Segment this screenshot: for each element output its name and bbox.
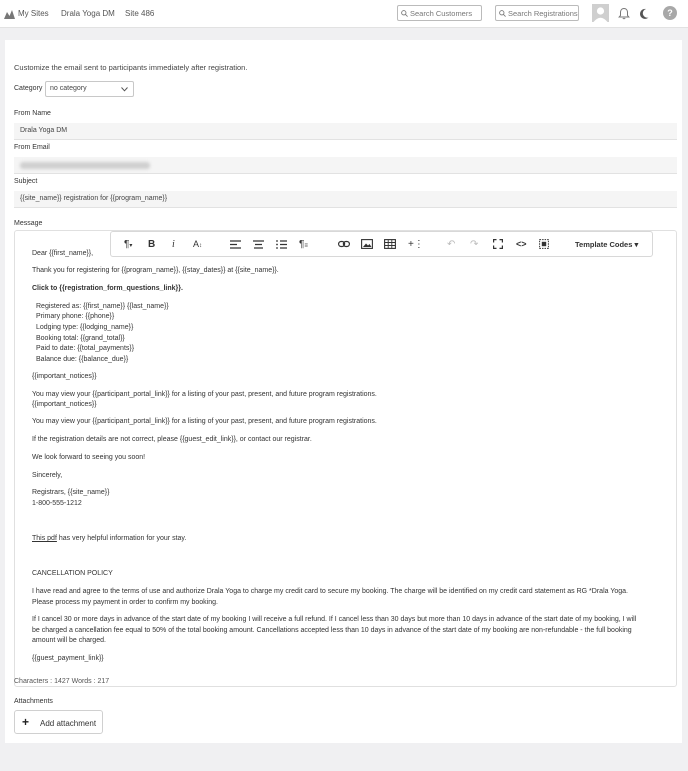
intro-text: Customize the email sent to participants immediately after registration. <box>14 63 248 72</box>
body-line: Paid to date: {{total_payments}} <box>36 345 135 352</box>
from-name-label: From Name <box>14 110 51 117</box>
from-email-label: From Email <box>14 144 50 151</box>
plus-icon: + <box>22 715 30 729</box>
template-codes-dropdown[interactable]: Template Codes ▾ <box>575 240 639 249</box>
body-line: Balance due: {{balance_due}} <box>36 356 129 363</box>
paragraph-format-icon[interactable]: ¶▾ <box>124 239 133 250</box>
from-name-field[interactable] <box>14 123 677 140</box>
subject-value: {{site_name}} registration for {{program_name}} <box>20 195 168 202</box>
image-icon[interactable] <box>361 239 373 249</box>
body-line: Lodging type: {{lodging_name}} <box>36 324 134 331</box>
body-line: {{important_notices}} <box>32 373 97 380</box>
undo-icon[interactable]: ↶ <box>447 239 456 250</box>
body-line <box>32 535 186 542</box>
text-size-icon[interactable]: A↕ <box>193 239 203 249</box>
search-customers-placeholder: Search Customers <box>410 9 473 18</box>
search-customers-input[interactable] <box>397 5 482 21</box>
avatar[interactable] <box>592 4 609 22</box>
body-line: You may view your {{participant_portal_link}} for a listing of your past, present, and future program registrations. <box>32 418 377 425</box>
search-registrations-input[interactable] <box>495 5 579 21</box>
align-left-icon[interactable] <box>230 240 241 249</box>
body-line: Primary phone: {{phone}} <box>36 313 115 320</box>
chevron-down-icon <box>121 87 128 92</box>
body-line: Registrars, {{site_name}} <box>32 489 110 496</box>
body-line: 1-800-555-1212 <box>32 500 82 507</box>
search-icon <box>499 10 506 17</box>
message-label: Message <box>14 220 43 227</box>
body-line: be charged a cancellation fee equal to 50% of the total booking amount. Cancellations accepted less than 10 days in advance of the start date of my booking are non-refundable - the full booking <box>32 627 632 634</box>
body-line: Dear {{first_name}}, <box>32 250 94 257</box>
italic-icon[interactable]: i <box>172 239 175 250</box>
pdf-link[interactable]: This pdf <box>32 535 57 542</box>
table-icon[interactable] <box>384 239 396 249</box>
body-line: Sincerely, <box>32 472 63 479</box>
body-line: CANCELLATION POLICY <box>32 570 113 577</box>
link-icon[interactable] <box>338 240 350 248</box>
moon-icon[interactable] <box>640 7 652 20</box>
select-all-icon[interactable] <box>539 239 549 249</box>
add-attachment-button[interactable] <box>14 710 103 734</box>
body-line: If I cancel 30 or more days in advance of the start date of my booking I will receive a full refund. If I cancel less than 30 days but more than 10 days in advance of the start date of my booking, I will <box>32 616 637 623</box>
attachments-label: Attachments <box>14 698 53 705</box>
category-select[interactable] <box>45 81 134 97</box>
subject-label: Subject <box>14 178 38 185</box>
insert-more-icon[interactable]: +⋮ <box>408 239 424 250</box>
align-center-icon[interactable] <box>253 240 264 249</box>
nav-site[interactable]: Site 486 <box>125 9 155 18</box>
from-name-value: Drala Yoga DM <box>20 127 68 134</box>
redo-icon[interactable]: ↷ <box>470 239 479 250</box>
body-line: {{important_notices}} <box>32 401 97 408</box>
email-settings-panel <box>5 40 682 743</box>
pdf-link-caption: has very helpful information for your stay. <box>56 535 187 542</box>
search-registrations-placeholder: Search Registrations <box>508 9 578 18</box>
search-icon <box>401 10 408 17</box>
body-line: You may view your {{participant_portal_link}} for a listing of your past, present, and future program registrations. <box>32 391 377 398</box>
nav-org[interactable]: Drala Yoga DM <box>61 9 115 18</box>
body-line: We look forward to seeing you soon! <box>32 454 146 461</box>
fullscreen-icon[interactable] <box>493 239 503 249</box>
character-word-counter: Characters : 1427 Words : 217 <box>14 678 110 685</box>
category-label: Category <box>14 85 43 92</box>
body-line: Registered as: {{first_name}} {{last_name}} <box>36 303 169 310</box>
body-line: I have read and agree to the terms of use and authorize Drala Yoga to charge my credit card to secure my booking. The charge will be identified on my credit card statement as RG *Drala Yoga. <box>32 588 628 595</box>
body-line: Thank you for registering for {{program_name}}, {{stay_dates}} at {{site_name}}. <box>32 267 279 274</box>
nav-my-sites[interactable]: My Sites <box>18 9 49 18</box>
help-icon[interactable]: ? <box>663 6 677 20</box>
body-line: If the registration details are not correct, please {{guest_edit_link}}, or contact our registrar. <box>32 436 312 443</box>
sites-icon <box>4 9 15 19</box>
add-attachment-label: Add attachment <box>40 719 97 728</box>
bold-icon[interactable]: B <box>148 239 156 250</box>
ordered-list-icon[interactable] <box>276 240 287 249</box>
paragraph-style-icon[interactable]: ¶≡ <box>299 239 308 250</box>
body-line: amount will be charged. <box>32 637 106 644</box>
code-view-icon[interactable]: <> <box>516 239 527 249</box>
top-bar <box>0 0 688 28</box>
body-line: Booking total: {{grand_total}} <box>36 335 125 342</box>
body-line: {{guest_payment_link}} <box>32 655 104 662</box>
category-value: no category <box>50 85 87 92</box>
bell-icon[interactable] <box>618 7 630 20</box>
from-email-field[interactable] <box>14 157 677 174</box>
editor-toolbar <box>110 231 653 257</box>
body-line: Click to {{registration_form_questions_link}}. <box>32 285 183 292</box>
template-codes-label: Template Codes <box>575 240 633 249</box>
subject-field[interactable] <box>14 191 677 208</box>
redacted-email <box>20 162 150 169</box>
body-line: Please process my payment in order to confirm my booking. <box>32 599 218 606</box>
